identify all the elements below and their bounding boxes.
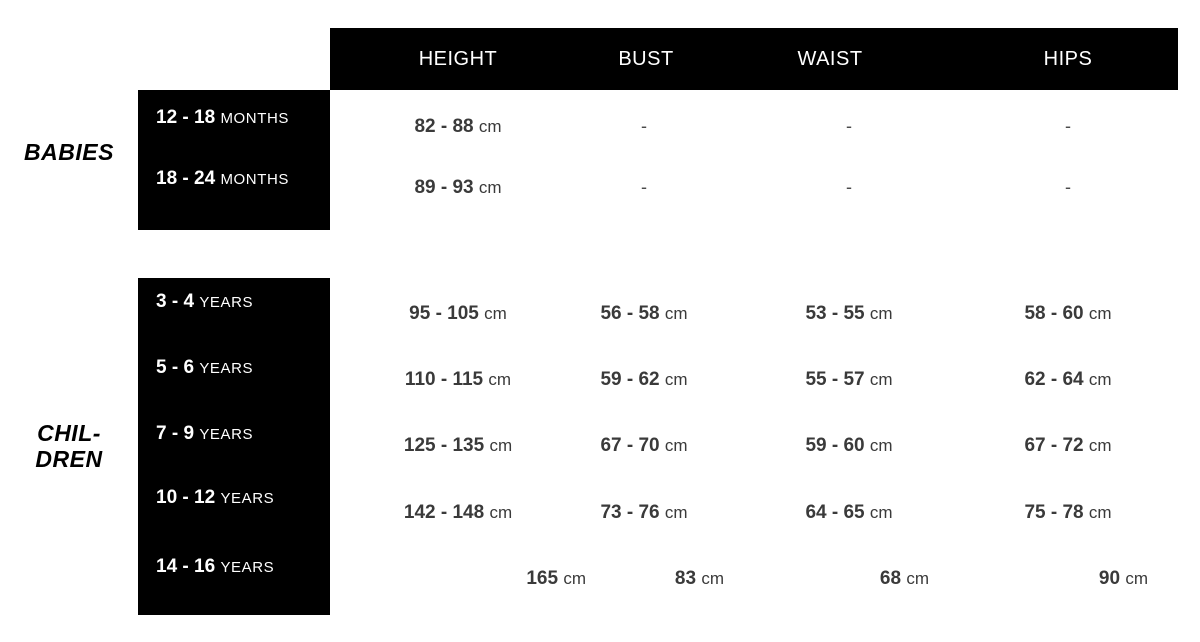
size-label-5-6-years xyxy=(138,357,330,379)
size-label-12-18-months xyxy=(138,107,330,129)
cell-unit: cm xyxy=(869,304,893,323)
size-unit: MONTHS xyxy=(220,110,290,127)
cell-children-4-hips xyxy=(988,502,1148,524)
cell-value: 53 - 55 xyxy=(805,303,865,324)
cell-value: 67 - 72 xyxy=(1024,435,1084,456)
cell-babies-2-waist: - xyxy=(846,177,852,197)
cell-value: 75 - 78 xyxy=(1024,502,1084,523)
group-label-children xyxy=(0,420,138,473)
cell-unit: cm xyxy=(484,304,507,323)
cell-unit: cm xyxy=(478,178,502,197)
cell-value: 83 xyxy=(674,568,697,589)
column-header-height: HEIGHT xyxy=(418,48,498,70)
cell-children-4-bust xyxy=(564,502,724,524)
size-unit: YEARS xyxy=(220,559,275,576)
cell-children-3-height xyxy=(330,435,586,457)
cell-unit: cm xyxy=(1088,370,1112,389)
cell-children-5-height xyxy=(330,568,586,590)
size-value: 14 - 16 xyxy=(156,556,216,577)
column-header-hips: HIPS xyxy=(1043,48,1093,70)
cell-value: 56 - 58 xyxy=(600,303,660,324)
size-unit: YEARS xyxy=(199,294,254,311)
cell-unit: cm xyxy=(1088,436,1112,455)
column-header-waist: WAIST xyxy=(797,48,863,70)
size-value: 10 - 12 xyxy=(156,487,216,508)
size-value: 12 - 18 xyxy=(156,107,216,128)
cell-babies-2-hips: - xyxy=(1065,177,1071,197)
cell-value: 165 xyxy=(526,568,559,589)
group-label-babies xyxy=(0,139,138,165)
group-label-children-line1: CHIL- xyxy=(37,420,101,446)
cell-value: 90 xyxy=(1098,568,1121,589)
cell-value: 59 - 62 xyxy=(600,369,660,390)
cell-value: 142 - 148 xyxy=(403,502,485,523)
size-unit: YEARS xyxy=(199,426,254,443)
cell-children-1-waist xyxy=(769,303,929,325)
cell-babies-2-bust: - xyxy=(641,177,647,197)
cell-children-2-waist xyxy=(769,369,929,391)
cell-children-4-height xyxy=(330,502,586,524)
cell-value: 95 - 105 xyxy=(409,303,479,324)
cell-children-2-height xyxy=(330,369,586,391)
size-value: 18 - 24 xyxy=(156,168,216,189)
cell-children-3-waist xyxy=(769,435,929,457)
cell-children-3-hips xyxy=(988,435,1148,457)
cell-value: 58 - 60 xyxy=(1024,303,1084,324)
size-value: 3 - 4 xyxy=(156,291,195,312)
cell-babies-2-height xyxy=(330,177,586,199)
cell-children-5-bust xyxy=(564,568,724,590)
cell-value: 62 - 64 xyxy=(1024,369,1084,390)
cell-unit: cm xyxy=(488,370,512,389)
cell-value: 110 - 115 xyxy=(404,369,484,390)
cell-unit: cm xyxy=(906,569,929,588)
cell-value: 64 - 65 xyxy=(805,502,865,523)
cell-children-2-bust xyxy=(564,369,724,391)
cell-children-4-waist xyxy=(769,502,929,524)
cell-children-3-bust xyxy=(564,435,724,457)
cell-value: 73 - 76 xyxy=(600,502,660,523)
size-label-18-24-months xyxy=(138,168,330,190)
cell-unit: cm xyxy=(869,370,893,389)
size-value: 7 - 9 xyxy=(156,423,195,444)
cell-babies-1-height xyxy=(330,116,586,138)
cell-unit: cm xyxy=(1088,503,1112,522)
cell-unit: cm xyxy=(664,304,688,323)
size-value: 5 - 6 xyxy=(156,357,195,378)
size-label-14-16-years xyxy=(138,556,330,578)
table-header-bar xyxy=(330,28,1178,90)
cell-unit: cm xyxy=(478,117,502,136)
cell-unit: cm xyxy=(1088,304,1112,323)
size-label-3-4-years xyxy=(138,291,330,313)
cell-unit: cm xyxy=(563,569,586,588)
group-label-babies-text: BABIES xyxy=(24,139,114,165)
cell-value: 55 - 57 xyxy=(805,369,865,390)
cell-unit: cm xyxy=(869,503,893,522)
size-unit: MONTHS xyxy=(220,171,290,188)
cell-babies-1-waist: - xyxy=(846,116,852,136)
size-label-10-12-years xyxy=(138,487,330,509)
cell-unit: cm xyxy=(869,436,893,455)
cell-value: 68 xyxy=(879,568,902,589)
size-unit: YEARS xyxy=(199,360,254,377)
column-header-bust: BUST xyxy=(618,48,674,70)
cell-value: 59 - 60 xyxy=(805,435,865,456)
cell-children-5-hips xyxy=(988,568,1148,590)
size-unit: YEARS xyxy=(220,490,275,507)
cell-unit: cm xyxy=(664,370,688,389)
cell-unit: cm xyxy=(664,436,688,455)
cell-children-5-waist xyxy=(769,568,929,590)
cell-children-1-bust xyxy=(564,303,724,325)
cell-children-1-height xyxy=(330,303,586,325)
cell-babies-1-bust: - xyxy=(641,116,647,136)
cell-unit: cm xyxy=(489,503,513,522)
cell-value: 67 - 70 xyxy=(600,435,660,456)
cell-unit: cm xyxy=(701,569,724,588)
cell-unit: cm xyxy=(489,436,513,455)
cell-children-1-hips xyxy=(988,303,1148,325)
cell-children-2-hips xyxy=(988,369,1148,391)
group-label-children-line2: DREN xyxy=(35,446,103,473)
cell-value: 89 - 93 xyxy=(414,177,474,198)
cell-unit: cm xyxy=(664,503,688,522)
cell-unit: cm xyxy=(1125,569,1148,588)
cell-value: 82 - 88 xyxy=(414,116,474,137)
cell-babies-1-hips: - xyxy=(1065,116,1071,136)
cell-value: 125 - 135 xyxy=(403,435,485,456)
size-label-7-9-years xyxy=(138,423,330,445)
